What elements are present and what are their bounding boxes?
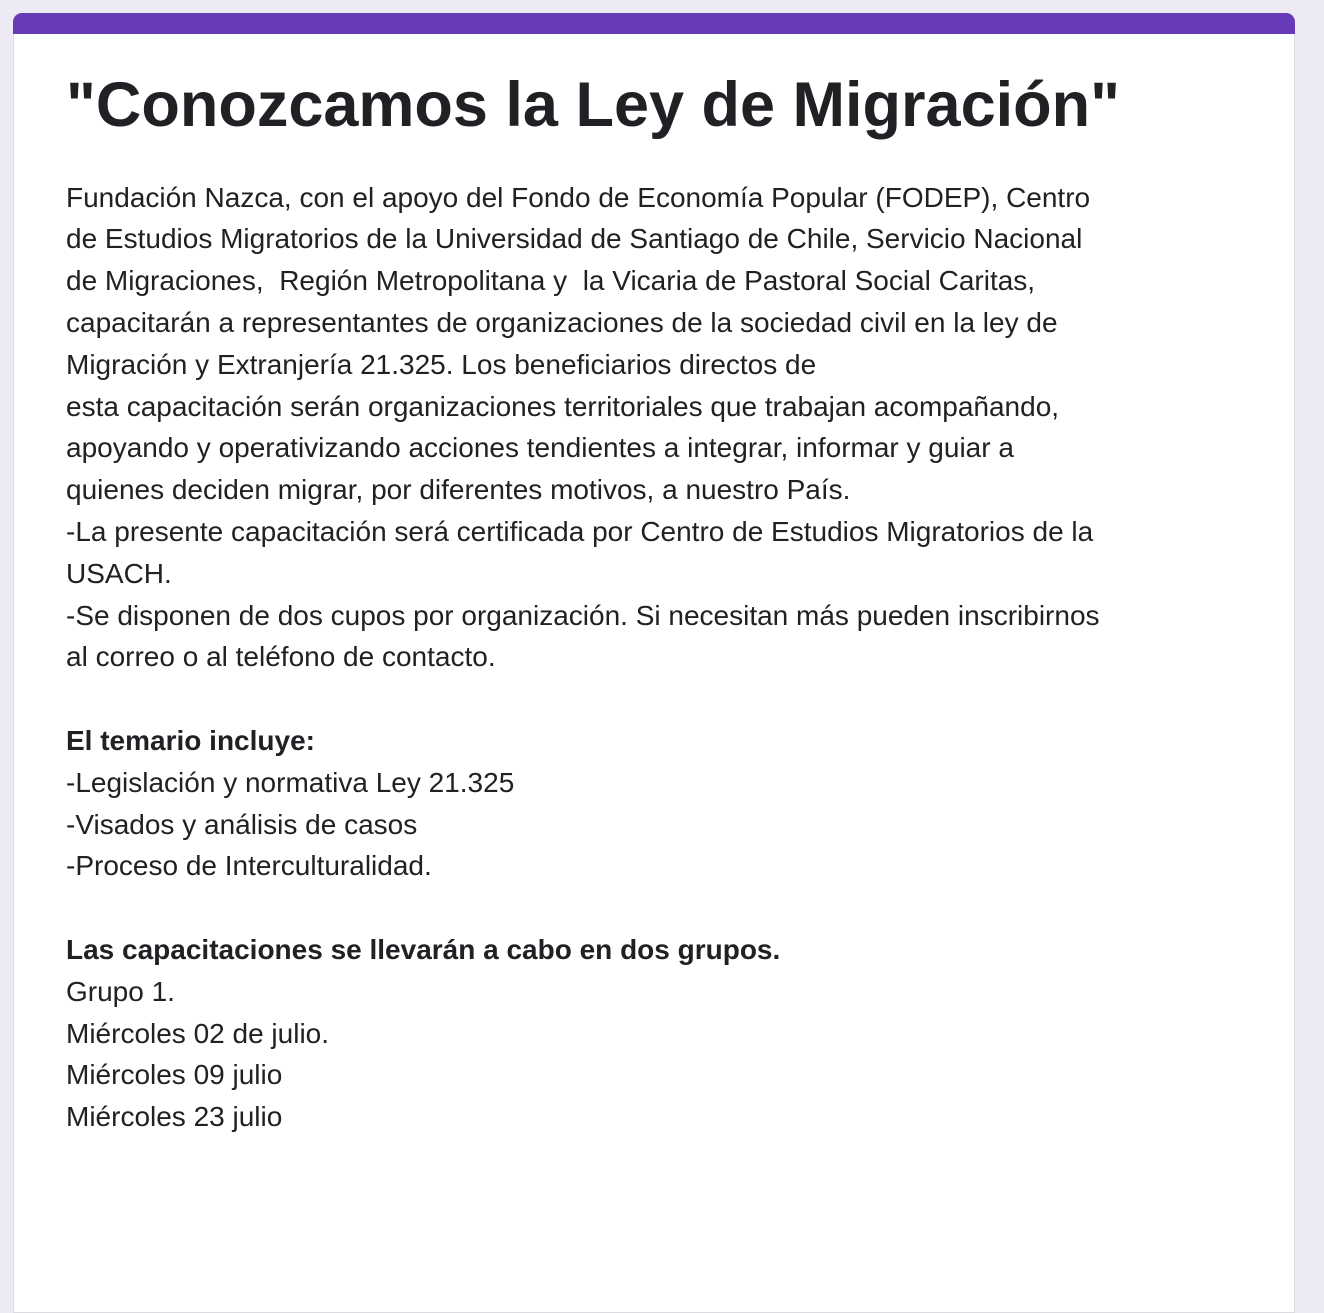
description-line: al correo o al teléfono de contacto. — [66, 641, 496, 673]
form-description-card — [13, 13, 1295, 1313]
description-line: -Legislación y normativa Ley 21.325 — [66, 766, 515, 798]
form-title: "Conozcamos la Ley de Migración" — [66, 70, 1120, 140]
description-line: -Visados y análisis de casos — [66, 808, 418, 840]
description-line: quienes deciden migrar, por diferentes motivos, a nuestro País. — [66, 474, 851, 506]
description-line: Grupo 1. — [66, 975, 175, 1007]
description-line: esta capacitación serán organizaciones territoriales que trabajan acompañando, — [66, 390, 1060, 422]
description-line: Fundación Nazca, con el apoyo del Fondo de Economía Popular (FODEP), Centro — [66, 181, 1091, 213]
description-line: Las capacitaciones se llevarán a cabo en dos grupos. — [66, 933, 781, 965]
description-line: de Migraciones, Región Metropolitana y la Vicaria de Pastoral Social Caritas, — [66, 265, 1036, 297]
description-line: Miércoles 09 julio — [66, 1059, 283, 1091]
description-line — [66, 887, 1243, 929]
form-description — [66, 177, 1243, 1138]
description-line: USACH. — [66, 557, 172, 589]
description-line: Miércoles 02 de julio. — [66, 1017, 330, 1049]
description-line: -Proceso de Interculturalidad. — [66, 850, 432, 882]
description-line: Miércoles 23 julio — [66, 1101, 283, 1133]
description-line: de Estudios Migratorios de la Universidad de Santiago de Chile, Servicio Nacional — [66, 223, 1083, 255]
description-line: apoyando y operativizando acciones tendientes a integrar, informar y guiar a — [66, 432, 1014, 464]
description-line: -Se disponen de dos cupos por organización. Si necesitan más pueden inscribirnos — [66, 599, 1100, 631]
form-card-content — [14, 34, 1294, 1198]
form-accent-bar — [13, 13, 1295, 34]
description-line: -La presente capacitación será certificada por Centro de Estudios Migratorios de la — [66, 515, 1094, 547]
description-line — [66, 678, 1243, 720]
description-line: Migración y Extranjería 21.325. Los beneficiarios directos de — [66, 348, 817, 380]
description-line: capacitarán a representantes de organizaciones de la sociedad civil en la ley de — [66, 306, 1058, 338]
description-line: El temario incluye: — [66, 724, 315, 756]
